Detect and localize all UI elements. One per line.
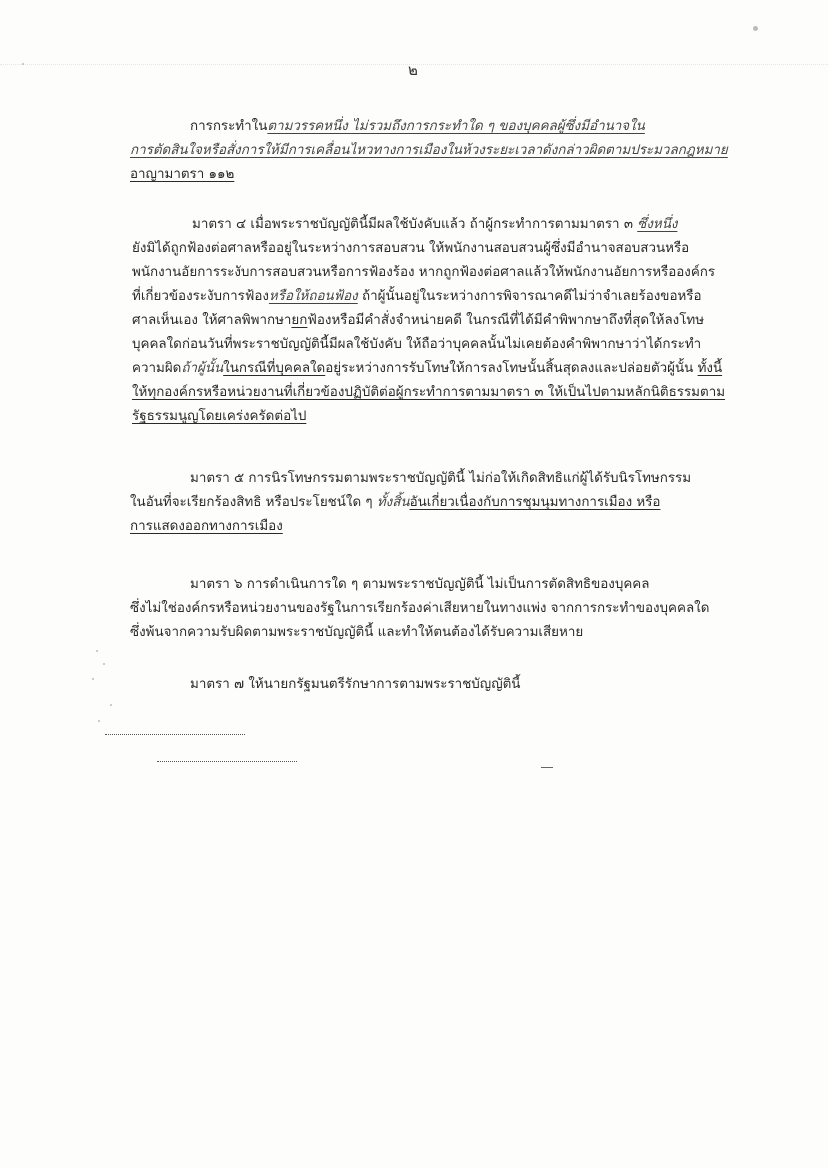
section-4-line-6 (132, 334, 725, 358)
paragraph-1-line-3 (130, 164, 728, 188)
section-5-paragraph (130, 468, 691, 540)
text-segment: ซึ่งไม่ใช่องค์กรหรือหน่วยงานของรัฐในการเรียกร้องค่าเสียหายในทางแพ่ง จากการกระทำของบุคคลใด (130, 601, 710, 616)
scan-speck (92, 678, 94, 680)
section-4-paragraph (132, 214, 725, 430)
struck-text-segment: การตัดสินใจหรือสั่งการให้มีการเคลื่อนไหวทางการเมืองในห้วงระยะเวลาดังกล่าวผิดตามประมวลกฎหมาย (130, 143, 728, 158)
section-4-line-1 (132, 214, 725, 238)
section-6-line-1 (130, 574, 709, 598)
text-segment: อยู่ระหว่างการรับโทษให้การลงโทษนั้นสิ้นสุดลงและปล่อยตัวผู้นั้น (325, 361, 698, 376)
struck-text-segment: ทั้งสิ้น (376, 495, 410, 510)
text-segment: ศาลเห็นเอง ให้ศาลพิพากษา (132, 313, 292, 328)
struck-text-segment: หรือให้ถอนฟ้อง (268, 289, 358, 304)
inserted-text-segment: รัฐธรรมนูญโดยเคร่งครัดต่อไป (132, 409, 307, 424)
scan-speck (103, 663, 105, 665)
struck-text-segment: ตามวรรคหนึ่ง ไม่รวมถึงการกระทำใด ๆ ของบุคคลผู้ซึ่งมีอำนาจใน (267, 119, 645, 134)
paragraph-1 (130, 116, 728, 188)
struck-text-segment: ซึ่งหนึ่ง (637, 217, 678, 232)
text-segment: มาตรา ๖ การดำเนินการใด ๆ ตามพระราชบัญญัตินี้ ไม่เป็นการตัดสิทธิของบุคคล (190, 577, 650, 592)
signature-line-2 (157, 759, 297, 762)
text-segment: การกระทำใน (190, 119, 268, 134)
section-4-line-3 (132, 262, 725, 286)
text-segment: ที่เกี่ยวข้องระงับการฟ้อง (132, 289, 269, 304)
section-4-line-9 (132, 406, 725, 430)
section-6-line-3 (130, 622, 709, 646)
inserted-text-segment: ยก (291, 313, 308, 328)
section-4-line-4 (132, 286, 725, 310)
section-4-line-7 (132, 358, 725, 382)
section-4-line-2 (132, 238, 725, 262)
section-7-paragraph (190, 674, 520, 698)
scan-speck (753, 26, 758, 31)
section-4-line-5 (132, 310, 725, 334)
page-number: ๒ (408, 61, 418, 79)
text-segment: มาตรา ๔ เมื่อพระราชบัญญัตินี้มีผลใช้บังคับแล้ว ถ้าผู้กระทำการตามมาตรา ๓ (192, 217, 638, 232)
inserted-text-segment: ให้ทุกองค์กรหรือหน่วยงานที่เกี่ยวข้องปฏิบัติต่อผู้กระทำการตามมาตรา ๓ ให้เป็นไป (132, 385, 601, 400)
text-segment: มาตรา ๗ ให้นายกรัฐมนตรีรักษาการตามพระราชบัญญัตินี้ (190, 677, 521, 692)
text-segment: ยังมิได้ถูกฟ้องต่อศาลหรืออยู่ในระหว่างการสอบสวน ให้พนักงานสอบสวนผู้ซึ่งมีอำนาจสอบสวนหรือ (132, 241, 690, 256)
section-6-paragraph (130, 574, 709, 646)
section-5-line-3 (130, 516, 691, 540)
scan-speck (22, 63, 24, 65)
paragraph-1-line-1 (130, 116, 728, 140)
text-segment: ความผิด (132, 361, 182, 376)
inserted-text-segment: อาญามาตรา ๑๑๒ (130, 167, 235, 182)
text-segment: บุคคลใดก่อนวันที่พระราชบัญญัตินี้มีผลใช้บังคับ ให้ถือว่าบุคคลนั้นไม่เคยต้องคำพิพากษาว่าได้กระทำ (132, 337, 702, 352)
section-5-line-2 (130, 492, 691, 516)
inserted-text-segment: อันเกี่ยวเนื่องกับการชุมนุมทางการเมือง หรือ (409, 495, 661, 510)
inserted-text-segment: การแสดงออกทางการเมือง (130, 519, 283, 534)
section-5-line-1 (130, 468, 691, 492)
scan-mark (541, 767, 553, 768)
inserted-text-segment: ตามหลักนิติธรรมตาม (600, 385, 726, 400)
struck-text-segment: ถ้าผู้นั้น (181, 361, 224, 376)
section-7-line-1 (190, 674, 520, 698)
scan-speck (98, 720, 100, 722)
scan-speck (110, 704, 112, 706)
paragraph-1-line-2 (130, 140, 728, 164)
text-segment: ในอันที่จะเรียกร้องสิทธิ หรือประโยชน์ใด ๆ (130, 495, 377, 510)
text-segment: ซึ่งพ้นจากความรับผิดตามพระราชบัญญัตินี้ และทำให้ตนต้องได้รับความเสียหาย (130, 625, 584, 640)
section-6-line-2 (130, 598, 709, 622)
scan-speck (96, 650, 98, 652)
inserted-text-segment: ในกรณีที่บุคคลใด (223, 361, 326, 376)
text-segment: ฟ้องหรือมีคำสั่งจำหน่ายคดี ในกรณีที่ได้มีคำพิพากษาถึงที่สุดให้ลงโทษ (307, 313, 705, 328)
signature-line-1 (105, 732, 245, 735)
section-4-line-8 (132, 382, 725, 406)
inserted-text-segment: ทั้งนี้ (697, 361, 723, 376)
text-segment: ถ้าผู้นั้นอยู่ในระหว่างการพิจารณาคดีไม่ว่าจำเลยร้องขอหรือ (357, 289, 702, 304)
text-segment: พนักงานอัยการระงับการสอบสวนหรือการฟ้องร้อง หากถูกฟ้องต่อศาลแล้วให้พนักงานอัยการหรือองค์กร (132, 265, 716, 280)
text-segment: มาตรา ๕ การนิรโทษกรรมตามพระราชบัญญัตินี้ ไม่ก่อให้เกิดสิทธิแก่ผู้ได้รับนิรโทษกรรม (190, 471, 692, 486)
